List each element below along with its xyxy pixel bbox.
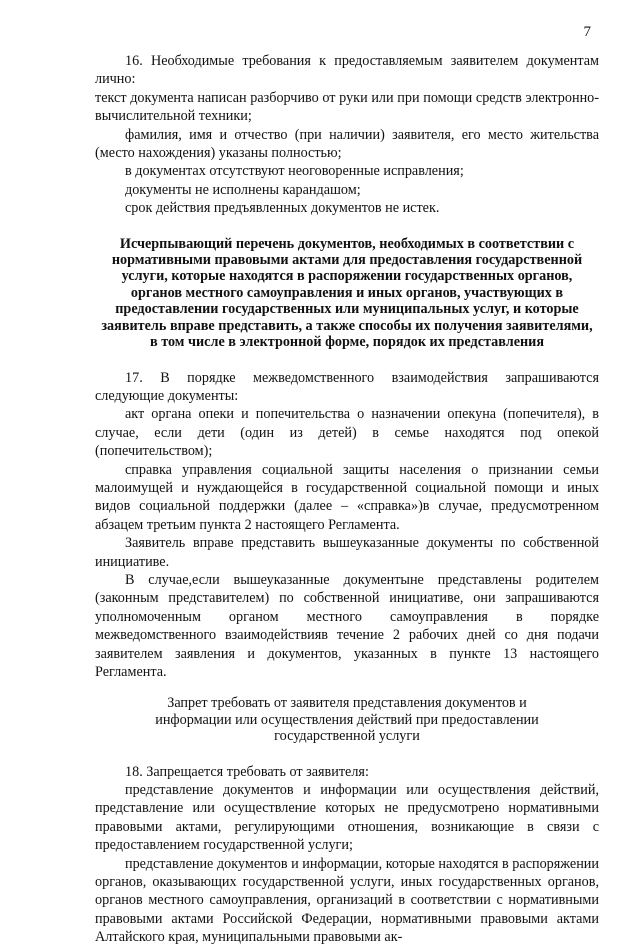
paragraph-16-item: фамилия, имя и отчество (при наличии) заявителя, его место жительства (место нахождения) указаны полностью;	[95, 126, 599, 162]
paragraph-17: 17. В порядке межведомственного взаимодействия запрашиваются следующие документы:	[95, 369, 599, 404]
section-heading: Запрет требовать от заявителя представления документов и информации или осуществления действий при предоставлении государственной услуги	[155, 695, 539, 745]
paragraph-17-item: Заявитель вправе представить вышеуказанные документы по собственной инициативе.	[95, 535, 599, 570]
page-number: 7	[583, 24, 591, 40]
paragraph-18-item: представление документов и информации или осуществления действий, представление или осуществление которых не предусмотрено нормативными правовыми актами, регулирующими отношения, возникающие в связи с предоставлением государственной услуги;	[95, 782, 599, 854]
paragraph-16-item: в документах отсутствуют неоговоренные исправления;	[125, 163, 464, 180]
page-body	[95, 52, 599, 947]
paragraph-16: 16. Необходимые требования к предоставляемым заявителем документам лично:	[95, 53, 599, 88]
section-heading: Исчерпывающий перечень документов, необходимых в соответствии с нормативными правовыми актами для предоставления государственной услуги, которые находятся в распоряжении государственных органов, органов местного самоуправления и иных органов, участвующих в предоставлении государственных или муниципальных услуг, и которые заявитель вправе представить, а также способы их получения заявителями, в том числе в электронной форме, порядок их представления	[101, 235, 593, 351]
paragraph-16-item: срок действия предъявленных документов не истек.	[125, 200, 440, 217]
paragraph-18-item: представление документов и информации, которые находятся в распоряжении органов, оказывающих государственной услуги, иных государственных органов, органов местного самоуправления, организаций в соответствии с нормативными правовыми актами Российской Федерации, нормативными правовыми актами Алтайского края, муниципальными правовыми ак-	[95, 855, 599, 946]
paragraph-17-item: акт органа опеки и попечительства о назначении опекуна (попечителя), в случае, если дети (один из детей) в семье находятся под опекой (попечительством);	[95, 406, 599, 460]
paragraph-18: 18. Запрещается требовать от заявителя:	[125, 763, 369, 780]
paragraph-16-item: документы не исполнены карандашом;	[125, 181, 361, 198]
paragraph-17-item: справка управления социальной защиты населения о признании семьи малоимущей и нуждающейся в государственной социальной помощи и иных видов социальной поддержки (далее – «справка»)в случае, предусмотренном абзацем третьим пункта 2 настоящего Регламента.	[95, 461, 599, 533]
paragraph-17-item: В случае,если вышеуказанные документыне представлены родителем (законным представителем) по собственной инициативе, они запрашиваются уполномоченным органом местного самоуправления в порядке межведомственного взаимодействияв течение 2 рабочих дней со дня подачи заявителем заявления и документов, указанных в пункте 13 настоящего Регламента.	[95, 571, 599, 680]
paragraph-16-item: текст документа написан разборчиво от руки или при помощи средств электронно-вычислительной техники;	[95, 89, 599, 125]
